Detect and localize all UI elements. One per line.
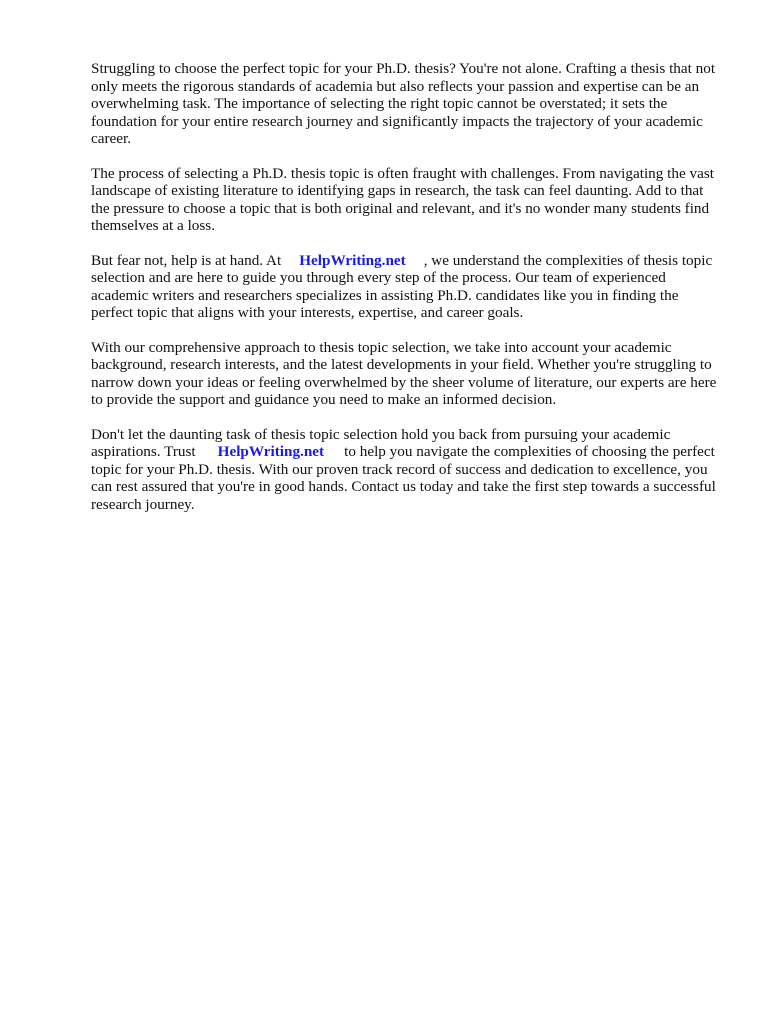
paragraph-conclusion	[91, 426, 723, 514]
paragraph-conclusion-text-after: to help you navigate the complexities of choosing the perfect topic for your Ph.D. thesis. With our proven track record of success and dedication to excellence, you can rest assured that you're in good hands. Contact us today and take the first step towards a successful research journey.	[91, 443, 716, 513]
paragraph-conclusion-text-before: Don't let the daunting task of thesis topic selection hold you back from pursuing your academic aspirations. Trust	[91, 425, 671, 460]
paragraph-help-text-before: But fear not, help is at hand. At	[91, 251, 282, 269]
paragraph-challenges: The process of selecting a Ph.D. thesis topic is often fraught with challenges. From navigating the vast landscape of existing literature to identifying gaps in research, the task can feel daunting. Add to that the pressure to choose a topic that is both original and relevant, and it's no wonder many students find themselves at a loss.	[91, 164, 714, 234]
paragraph-help	[91, 252, 723, 322]
helpwriting-link[interactable]: HelpWriting.net	[299, 251, 406, 269]
helpwriting-link[interactable]: HelpWriting.net	[217, 443, 325, 460]
paragraph-intro: Struggling to choose the perfect topic for your Ph.D. thesis? You're not alone. Crafting a thesis that not only meets the rigorous standards of academia but also reflects your passion and expertise can be an overwhelming task. The importance of selecting the right topic cannot be overstated; it sets the foundation for your entire research journey and significantly impacts the trajectory of your academic career.	[91, 60, 716, 147]
paragraph-help-text-after: , we understand the complexities of thesis topic selection and are here to guide you through every step of the process. Our team of experienced academic writers and researchers specializes in assisting Ph.D. candidates like you in finding the perfect topic that aligns with your interests, expertise, and career goals.	[91, 251, 713, 321]
document-body	[91, 60, 723, 530]
paragraph-approach: With our comprehensive approach to thesis topic selection, we take into account your academic background, research interests, and the latest developments in your field. Whether you're struggling to narrow down your ideas or feeling overwhelmed by the sheer volume of literature, our experts are here to provide the support and guidance you need to make an informed decision.	[91, 338, 717, 408]
